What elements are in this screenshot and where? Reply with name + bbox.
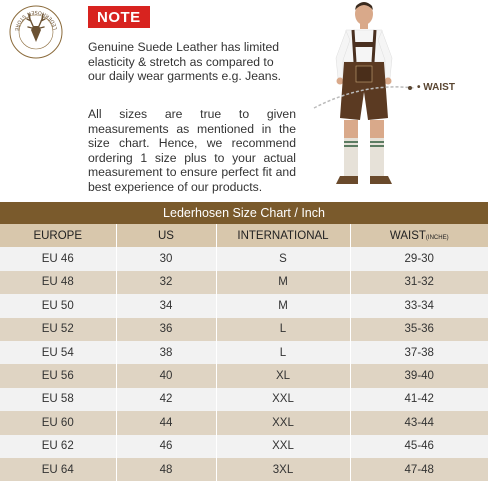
lederhosen-store-logo <box>8 4 64 60</box>
elasticity-note-line: elasticity & stretch as compared to <box>88 54 274 69</box>
cell-international: 3XL <box>216 458 350 481</box>
elasticity-note <box>88 40 300 84</box>
cell-waist: 33-34 <box>350 294 488 317</box>
header-europe: EUROPE <box>0 224 116 247</box>
cell-international: XL <box>216 364 350 387</box>
logo-ring-text: LEDERHOSEN STORE <box>12 8 59 32</box>
sizing-advice-line: best experience of our products. <box>88 179 263 194</box>
cell-international: XXL <box>216 411 350 434</box>
cell-international: XXL <box>216 435 350 458</box>
table-row <box>0 294 488 317</box>
model-in-lederhosen-image <box>306 0 416 196</box>
cell-waist: 39-40 <box>350 364 488 387</box>
cell-us: 30 <box>116 247 216 270</box>
table-row <box>0 411 488 434</box>
sizing-advice-line: size chart. Hence, we recommend <box>88 136 296 151</box>
cell-waist: 45-46 <box>350 435 488 458</box>
elasticity-note-line: Genuine Suede Leather has limited <box>88 40 280 54</box>
sizing-advice-line: ordering 1 size plus to your actual <box>88 150 296 165</box>
cell-waist: 43-44 <box>350 411 488 434</box>
table-row <box>0 318 488 341</box>
cell-waist: 29-30 <box>350 247 488 270</box>
header-us: US <box>116 224 216 247</box>
cell-europe: EU 50 <box>0 294 116 317</box>
cell-international: M <box>216 271 350 294</box>
cell-waist: 37-38 <box>350 341 488 364</box>
cell-us: 42 <box>116 388 216 411</box>
header-waist <box>350 224 488 247</box>
sizing-advice-line: measurement to ensure perfect fit and <box>88 165 296 180</box>
elasticity-note-line: our daily wear garments e.g. Jeans. <box>88 69 282 84</box>
cell-us: 48 <box>116 458 216 481</box>
cell-waist: 41-42 <box>350 388 488 411</box>
table-row <box>0 247 488 270</box>
waist-label-text: WAIST <box>423 82 455 93</box>
cell-international: L <box>216 341 350 364</box>
cell-europe: EU 62 <box>0 435 116 458</box>
cell-waist: 31-32 <box>350 271 488 294</box>
sizing-advice-line: measurements as mentioned in the <box>88 121 296 136</box>
table-row <box>0 364 488 387</box>
table-row <box>0 271 488 294</box>
table-row <box>0 341 488 364</box>
cell-international: XXL <box>216 388 350 411</box>
cell-europe: EU 48 <box>0 271 116 294</box>
note-section <box>0 0 488 202</box>
cell-waist: 47-48 <box>350 458 488 481</box>
header-waist-label: WAIST <box>389 229 426 242</box>
cell-us: 44 <box>116 411 216 434</box>
cell-us: 32 <box>116 271 216 294</box>
cell-europe: EU 58 <box>0 388 116 411</box>
cell-us: 38 <box>116 341 216 364</box>
header-international: INTERNATIONAL <box>216 224 350 247</box>
cell-europe: EU 54 <box>0 341 116 364</box>
table-row <box>0 388 488 411</box>
cell-us: 40 <box>116 364 216 387</box>
waist-label: • WAIST <box>417 82 455 93</box>
cell-us: 34 <box>116 294 216 317</box>
header-waist-unit: (INCHE) <box>425 234 449 241</box>
cell-us: 36 <box>116 318 216 341</box>
cell-europe: EU 60 <box>0 411 116 434</box>
cell-us: 46 <box>116 435 216 458</box>
size-chart-table <box>0 224 488 481</box>
cell-international: S <box>216 247 350 270</box>
sizing-advice <box>88 107 296 195</box>
cell-europe: EU 52 <box>0 318 116 341</box>
cell-europe: EU 56 <box>0 364 116 387</box>
cell-international: M <box>216 294 350 317</box>
cell-europe: EU 64 <box>0 458 116 481</box>
size-chart-title: Lederhosen Size Chart / Inch <box>0 202 488 224</box>
cell-europe: EU 46 <box>0 247 116 270</box>
sizing-advice-line: All sizes are true to given <box>88 107 296 121</box>
cell-international: L <box>216 318 350 341</box>
note-badge: NOTE <box>88 6 150 28</box>
table-header-row <box>0 224 488 247</box>
cell-waist: 35-36 <box>350 318 488 341</box>
table-row <box>0 458 488 481</box>
table-row <box>0 435 488 458</box>
